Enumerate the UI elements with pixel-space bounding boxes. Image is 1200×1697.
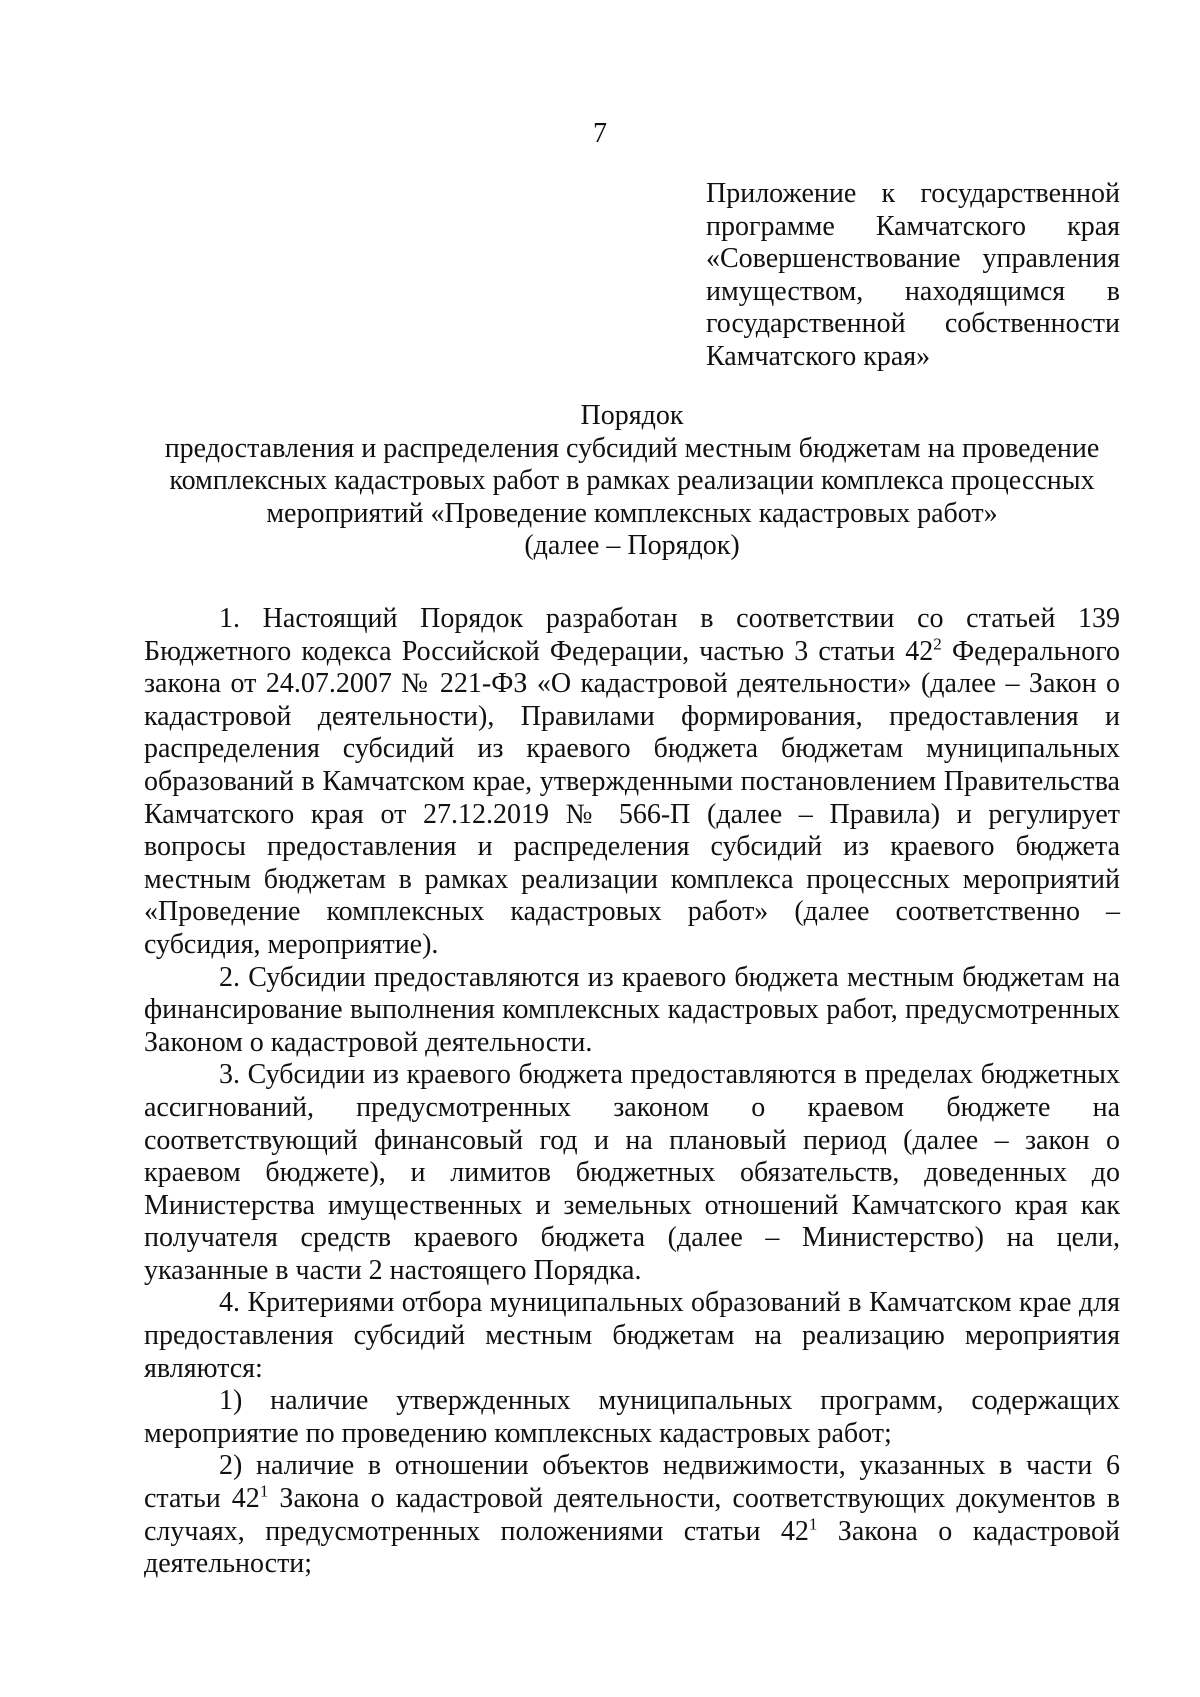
paragraph-3: 3. Субсидии из краевого бюджета предоставляются в пределах бюджетных ассигнований, предусмотренных законом о краевом бюджете на соответствующий финансовый год и на плановый период (далее – закон о краевом бюджете), и лимитов бюджетных обязательств, доведенных до Министерства имущественных и земельных отношений Камчатского края как получателя средств краевого бюджета (далее – Министерство) на цели, указанные в части 2 настоящего Порядка. <box>144 1059 1120 1286</box>
paragraph-text: Закона о кадастровой деятельности, соответствующих документов в случаях, предусмотренных положениями статьи 42 <box>144 1483 1120 1547</box>
annex-line: государственной собственности <box>706 308 1120 340</box>
paragraph-2: 2. Субсидии предоставляются из краевого бюджета местным бюджетам на финансирование выполнения комплексных кадастровых работ, предусмотренных Законом о кадастровой деятельности. <box>144 961 1120 1058</box>
paragraph-text: Закона о кадастровой деятельности; <box>144 1515 1120 1580</box>
annex-line: «Совершенствование управления <box>706 243 1120 275</box>
title-line: предоставления и распределения субсидий местным бюджетам на проведение <box>164 432 1100 464</box>
annex-line: имуществом, находящимся в <box>706 275 1120 307</box>
document-body <box>144 603 1120 1581</box>
annex-note <box>706 178 1120 374</box>
title-line: комплексных кадастровых работ в рамках реализации комплекса процессных <box>169 465 1095 497</box>
superscript: 1 <box>259 1481 269 1501</box>
title-heading: Порядок <box>580 400 684 431</box>
annex-line: Приложение к государственной <box>706 178 1120 209</box>
paragraph-text: Федерального закона от 24.07.2007 № 221-ФЗ «О кадастровой деятельности» (далее – Закон о кадастровой деятельности), Правилами формирования, предоставления и распределения субсидий из краевого бюджета бюджетам муниципальных образований в Камчатском крае, утвержденными постановлением Правительства Камчатского края от 27.12.2019 № 566-П (далее – Правила) и регулирует вопросы предоставления и распределения субсидий из краевого бюджета местным бюджетам в рамках реализации комплекса процессных мероприятий «Проведение комплексных кадастровых работ» (далее соответственно – субсидия, мероприятие). <box>144 635 1120 960</box>
page-number: 7 <box>593 118 607 149</box>
paragraph-text: 2) наличие в отношении объектов недвижимости, указанных в части 6 статьи 42 <box>144 1450 1120 1515</box>
paragraph-6 <box>144 1450 1120 1580</box>
title-line: мероприятий «Проведение комплексных кадастровых работ» <box>266 497 998 529</box>
annex-line: программе Камчатского края <box>706 210 1120 242</box>
paragraph-1 <box>144 603 1120 962</box>
annex-line: Камчатского края» <box>706 340 931 372</box>
paragraph-text: 1. Настоящий Порядок разработан в соответствии со статьей 139 Бюджетного кодекса Российской Федерации, частью 3 статьи 42 <box>144 603 1120 667</box>
superscript: 1 <box>808 1514 818 1534</box>
paragraph-4: 4. Критериями отбора муниципальных образований в Камчатском крае для предоставления субсидий местным бюджетам на реализацию мероприятия являются: <box>144 1287 1120 1384</box>
document-title <box>144 400 1120 563</box>
paragraph-5: 1) наличие утвержденных муниципальных программ, содержащих мероприятие по проведению комплексных кадастровых работ; <box>144 1385 1120 1449</box>
title-line: (далее – Порядок) <box>524 530 740 562</box>
superscript: 2 <box>933 634 942 654</box>
